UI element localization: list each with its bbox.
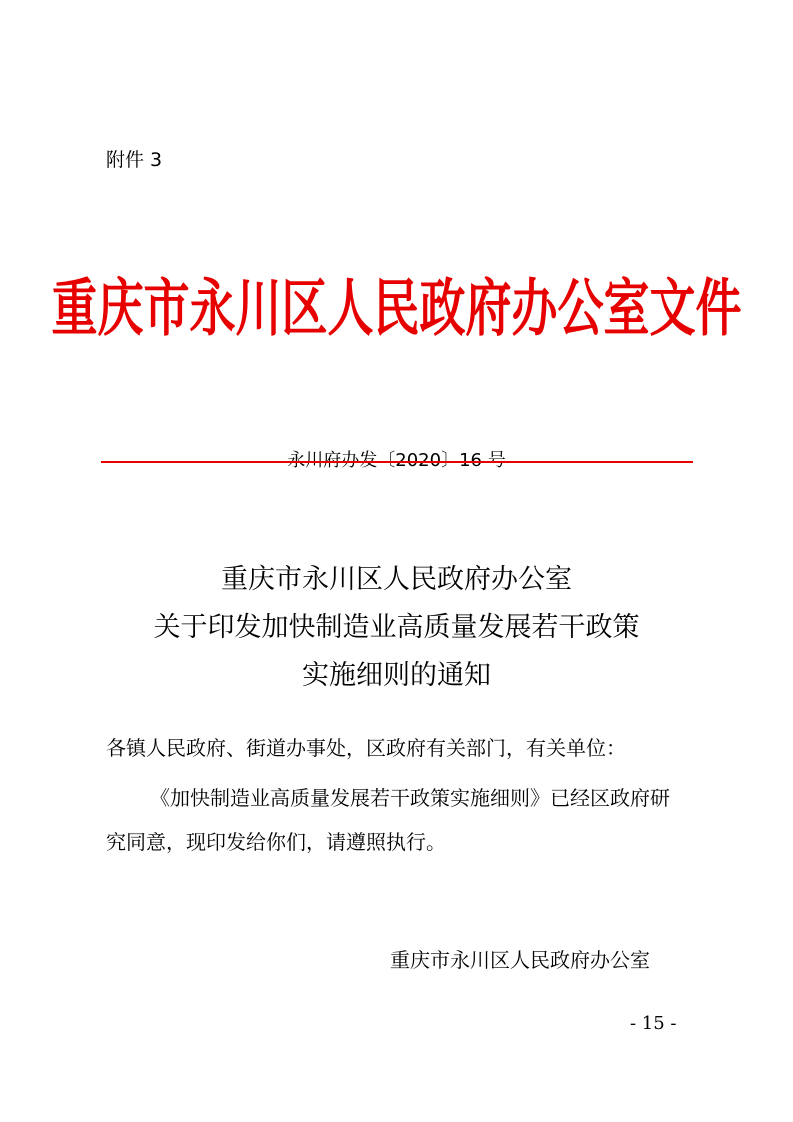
body-line: 究同意，现印发给你们，请遵照执行。	[106, 830, 446, 854]
red-separator-line	[101, 461, 693, 463]
title-line: 关于印发加快制造业高质量发展若干政策	[153, 612, 640, 643]
document-number: 永川府办发〔2020〕16 号	[287, 450, 506, 471]
notice-title	[0, 556, 793, 700]
issuer-signature: 重庆市永川区人民政府办公室	[390, 948, 650, 972]
page-number: - 15 -	[630, 1013, 677, 1034]
red-masthead-title: 重庆市永川区人民政府办公室文件	[51, 271, 742, 345]
body-line: 《加快制造业高质量发展若干政策实施细则》已经区政府研	[150, 786, 670, 810]
title-line: 重庆市永川区人民政府办公室	[221, 564, 572, 595]
title-line: 实施细则的通知	[302, 660, 491, 691]
salutation: 各镇人民政府、街道办事处，区政府有关部门，有关单位：	[106, 736, 626, 760]
body-paragraph	[106, 776, 702, 864]
attachment-label: 附件 3	[106, 149, 163, 171]
